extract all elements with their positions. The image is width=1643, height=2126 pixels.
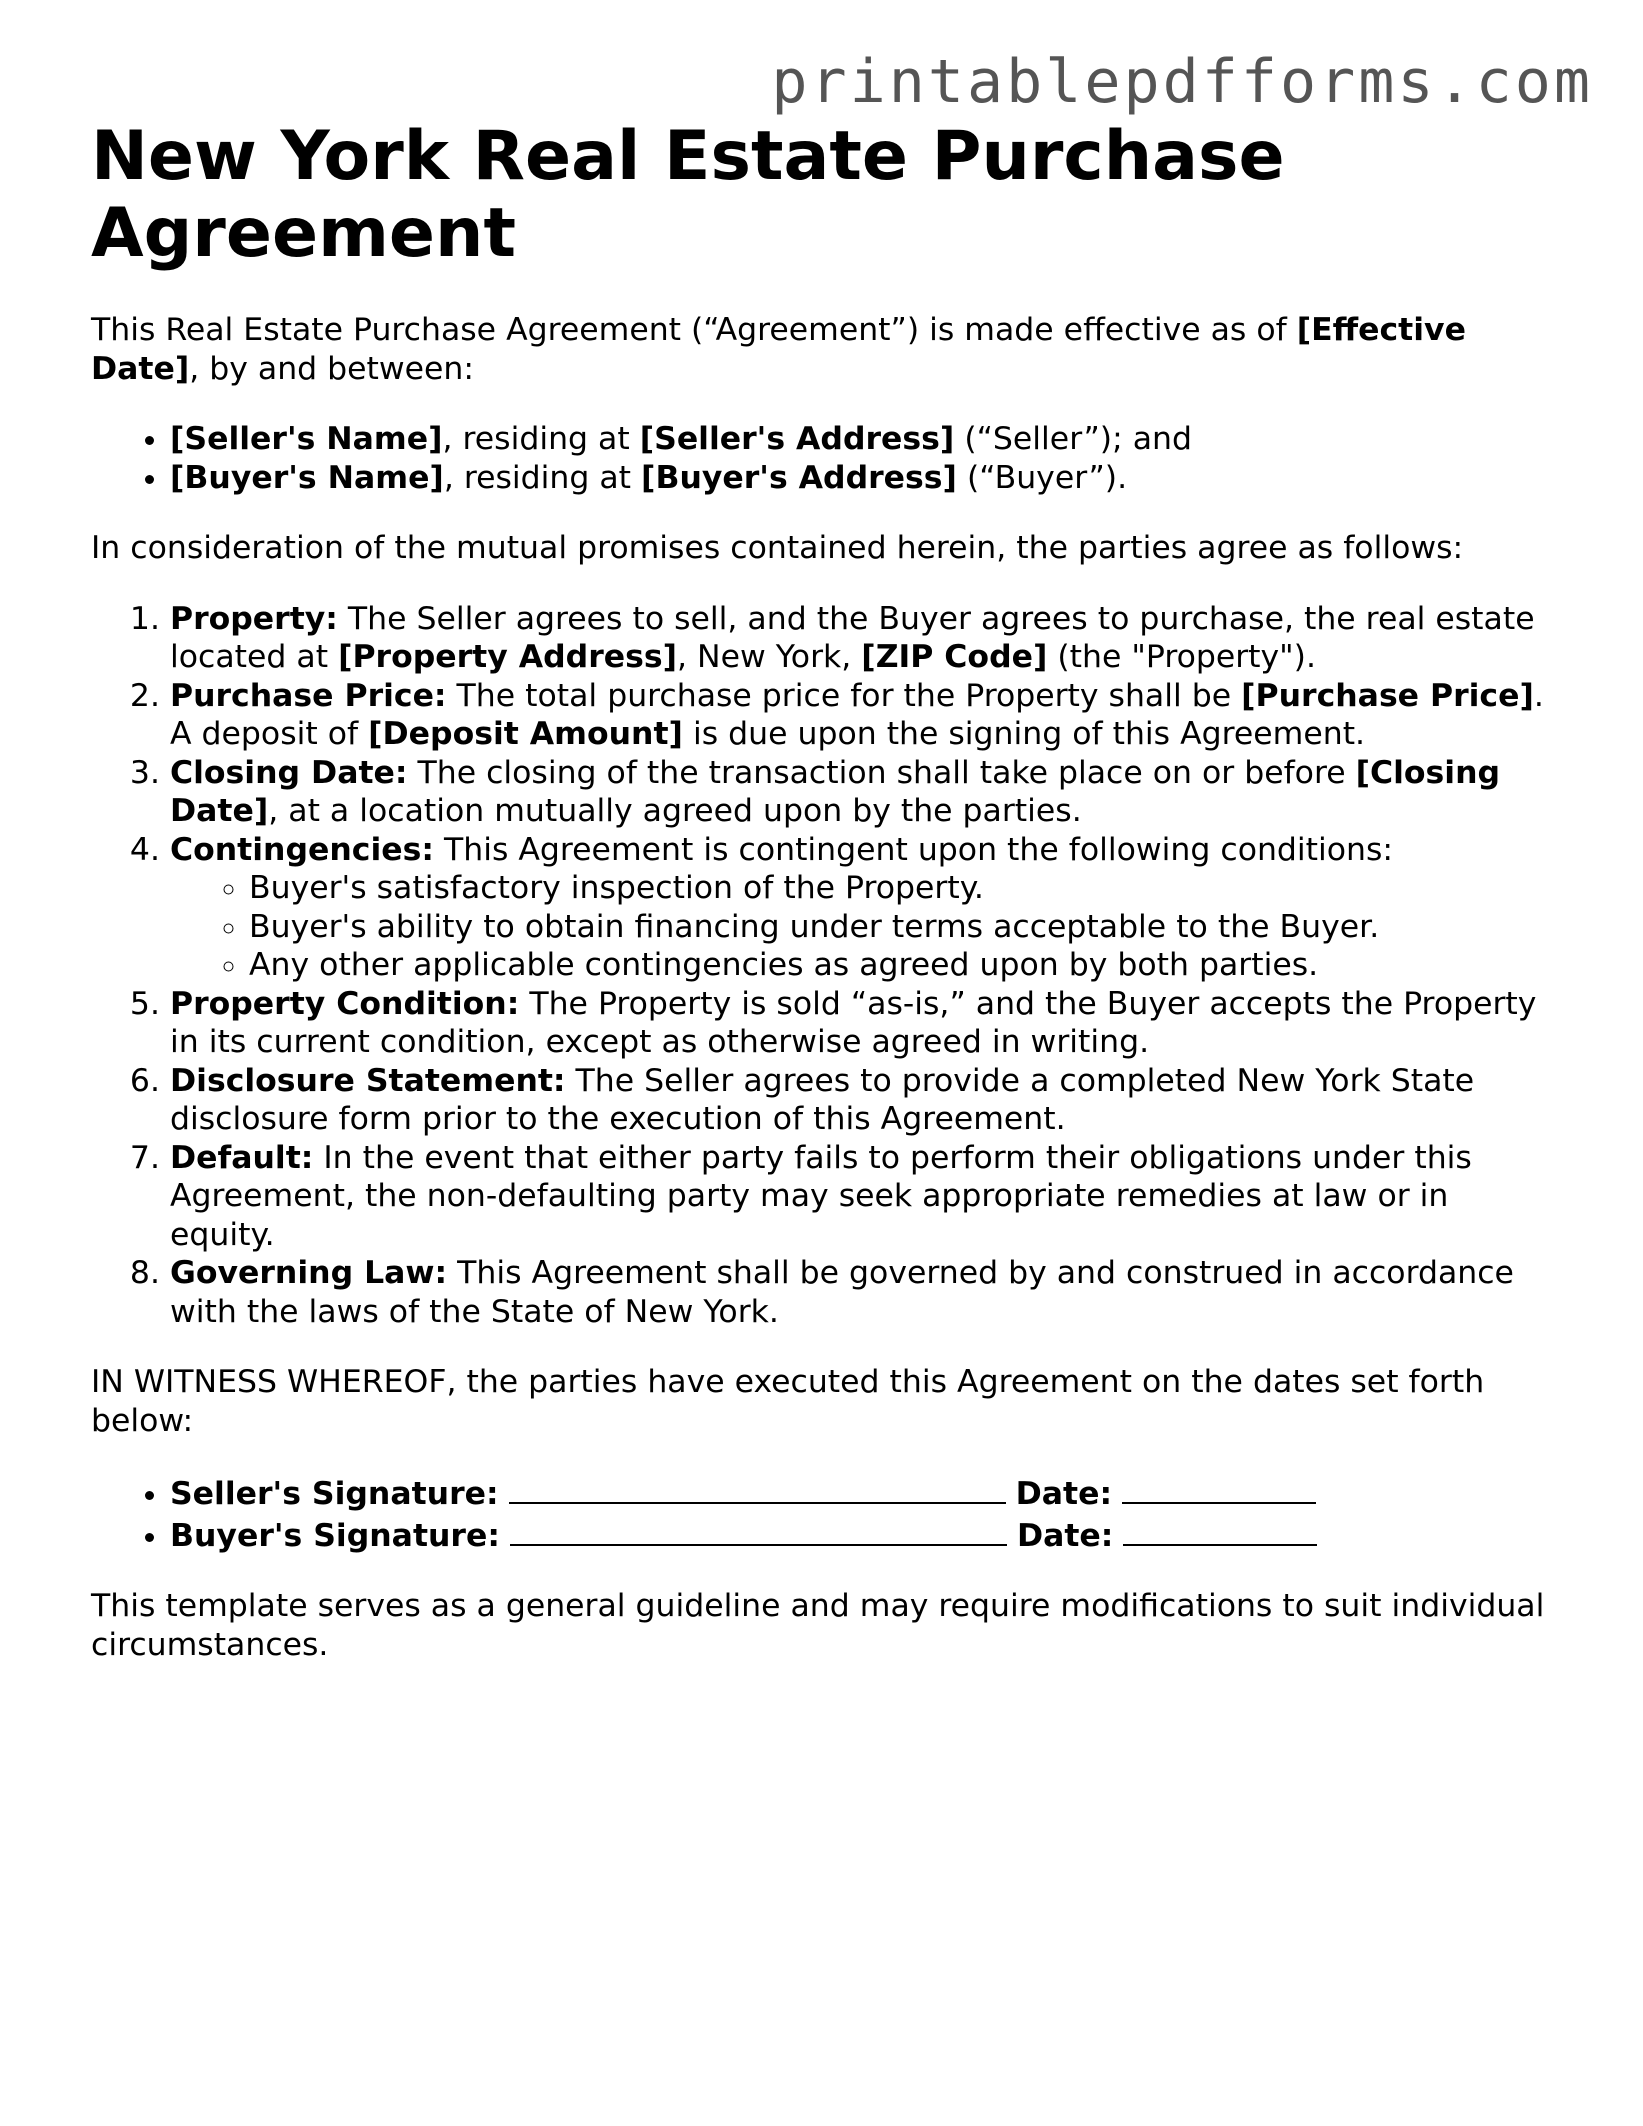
party-address: [Seller's Address] bbox=[639, 421, 955, 457]
date-label: Date: bbox=[1015, 1476, 1113, 1512]
signature-label: Buyer's Signature: bbox=[170, 1517, 500, 1554]
clause-text: The Seller agrees to sell, and the Buyer agrees to purchase, the real estate located at bbox=[170, 600, 1535, 675]
parties-list bbox=[91, 420, 1561, 497]
clause-disclosure-statement bbox=[170, 1062, 1561, 1139]
clause-closing-date bbox=[170, 754, 1561, 831]
party-role: (“Seller”); and bbox=[954, 421, 1192, 457]
watermark: printablepdfforms.com bbox=[771, 47, 1593, 117]
party-name: [Buyer's Name] bbox=[170, 459, 444, 496]
clause-property bbox=[170, 600, 1561, 677]
signature-seller bbox=[170, 1472, 1561, 1514]
document-title: New York Real Estate Purchase Agreement bbox=[91, 117, 1285, 273]
clause-text: , New York, bbox=[677, 639, 862, 675]
clause-label: Closing Date: bbox=[170, 754, 408, 791]
clauses-list bbox=[91, 600, 1561, 1332]
document-body bbox=[91, 311, 1561, 1696]
intro-text-end: , by and between: bbox=[189, 350, 475, 387]
clause-text: The Property is sold “as-is,” and the Buyer accepts the Property in its current condition, except as otherwise agreed in writing. bbox=[170, 985, 1537, 1060]
clause-text: The closing of the transaction shall take place on or before bbox=[407, 754, 1356, 791]
signature-label: Seller's Signature: bbox=[170, 1476, 499, 1512]
witness-paragraph: IN WITNESS WHEREOF, the parties have executed this Agreement on the dates set forth below: bbox=[91, 1364, 1485, 1439]
list-item: ◦ Buyer's ability to obtain financing under terms acceptable to the Buyer. bbox=[249, 908, 1561, 947]
list-item: ◦ Buyer's satisfactory inspection of the Property. bbox=[249, 869, 1561, 908]
clause-property-condition bbox=[170, 985, 1561, 1062]
party-mid: , residing at bbox=[442, 421, 640, 457]
seller-date-line[interactable] bbox=[1122, 1472, 1316, 1504]
closing-date-placeholder: [Closing Date] bbox=[170, 754, 1501, 829]
clause-label: Property Condition: bbox=[170, 985, 520, 1022]
clause-text: , at a location mutually agreed upon by the parties. bbox=[268, 793, 1082, 829]
footer-paragraph: This template serves as a general guideline and may require modifications to suit individual circumstances. bbox=[91, 1588, 1545, 1663]
signatures-list bbox=[91, 1472, 1561, 1555]
seller-signature-line[interactable] bbox=[509, 1472, 1006, 1504]
signature-buyer bbox=[170, 1514, 1561, 1556]
party-seller bbox=[170, 420, 1561, 459]
intro-paragraph bbox=[91, 311, 1561, 388]
party-role: (“Buyer”). bbox=[956, 459, 1128, 496]
list-item: ◦ Any other applicable contingencies as agreed upon by both parties. bbox=[249, 946, 1561, 985]
contingencies-list bbox=[170, 869, 1561, 985]
clause-default bbox=[170, 1139, 1561, 1255]
clause-text: (the "Property"). bbox=[1047, 639, 1316, 675]
clause-text: is due upon the signing of this Agreement. bbox=[682, 716, 1366, 752]
intro-text: This Real Estate Purchase Agreement (“Agreement”) is made effective as of bbox=[91, 312, 1297, 348]
party-address: [Buyer's Address] bbox=[641, 459, 957, 496]
effective-date-placeholder: [Effective Date] bbox=[91, 312, 1466, 387]
clause-label: Purchase Price: bbox=[170, 677, 447, 714]
zip-code-placeholder: [ZIP Code] bbox=[861, 639, 1048, 675]
clause-label: Property: bbox=[170, 600, 338, 637]
date-label: Date: bbox=[1016, 1517, 1114, 1554]
clause-contingencies bbox=[170, 831, 1561, 985]
clause-label: Contingencies: bbox=[170, 831, 434, 868]
property-address-placeholder: [Property Address] bbox=[338, 639, 677, 675]
clause-text: This Agreement is contingent upon the following conditions: bbox=[433, 831, 1394, 868]
party-buyer bbox=[170, 459, 1561, 498]
clause-text: . A deposit of bbox=[170, 677, 1544, 752]
purchase-price-placeholder: [Purchase Price] bbox=[1241, 677, 1534, 714]
party-mid: , residing at bbox=[443, 459, 642, 496]
clause-text: In the event that either party fails to perform their obligations under this Agreement, the non-defaulting party may seek appropriate remedies at law or in equity. bbox=[170, 1139, 1472, 1253]
clause-text: The Seller agrees to provide a completed New York State disclosure form prior to the execution of this Agreement. bbox=[170, 1062, 1475, 1137]
consideration-paragraph: In consideration of the mutual promises contained herein, the parties agree as follows: bbox=[91, 530, 1464, 566]
clause-label: Disclosure Statement: bbox=[170, 1062, 566, 1099]
buyer-date-line[interactable] bbox=[1123, 1514, 1317, 1546]
clause-governing-law bbox=[170, 1254, 1561, 1331]
party-name: [Seller's Name] bbox=[170, 421, 443, 457]
clause-text: The total purchase price for the Property shall be bbox=[446, 677, 1242, 714]
clause-text: This Agreement shall be governed by and construed in accordance with the laws of the State of New York. bbox=[170, 1255, 1514, 1330]
buyer-signature-line[interactable] bbox=[510, 1514, 1007, 1546]
clause-label: Default: bbox=[170, 1139, 314, 1176]
deposit-amount-placeholder: [Deposit Amount] bbox=[368, 716, 683, 752]
clause-purchase-price bbox=[170, 677, 1561, 754]
clause-label: Governing Law: bbox=[170, 1255, 448, 1291]
